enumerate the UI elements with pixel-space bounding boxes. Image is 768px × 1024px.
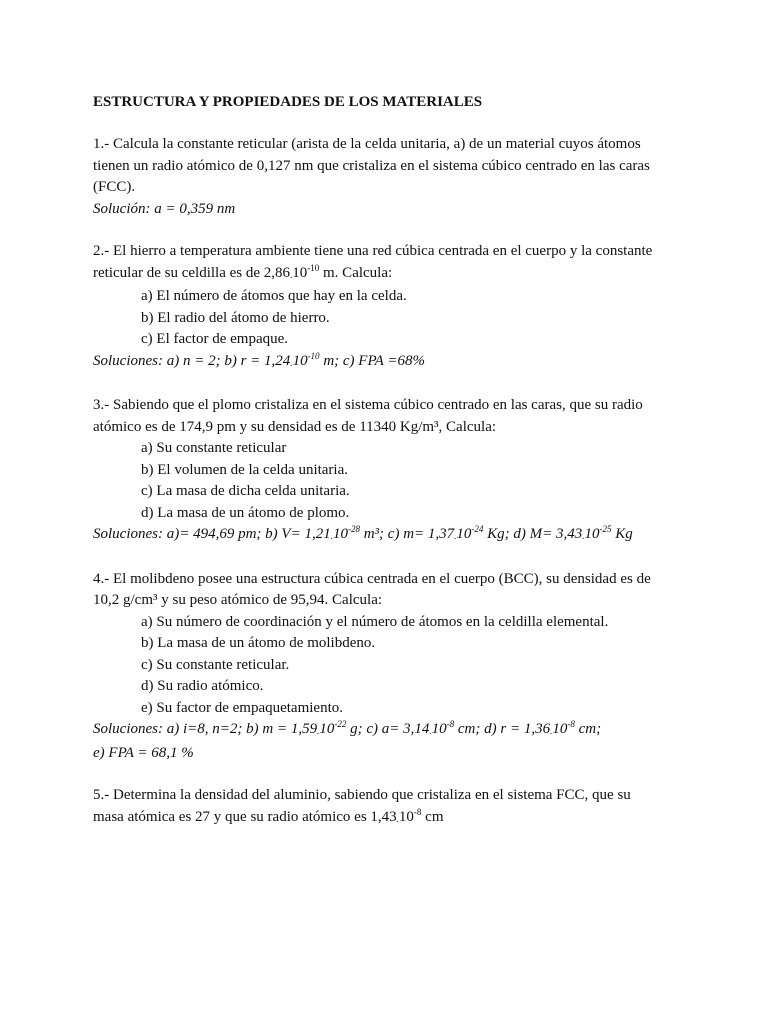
- problem-5-line-1: 5.- Determina la densidad del aluminio, sabiendo que cristaliza en el sistema FCC, que su: [93, 787, 631, 803]
- problem-3-solution-base: 10: [456, 526, 472, 542]
- problem-1-solution: Solución: a = 0,359 nm: [93, 200, 236, 217]
- problem-4: [93, 569, 683, 765]
- document-page: [93, 92, 683, 851]
- problem-3-solution: [93, 524, 683, 548]
- problem-2-line-2-base: 10: [292, 264, 308, 281]
- multiplication-dot: .: [454, 531, 457, 541]
- problem-2: [93, 241, 683, 374]
- problem-4-solution-base: 10: [431, 721, 447, 737]
- problem-2-solution-text: Soluciones: a) n = 2; b) r = 1,24: [93, 352, 291, 369]
- problem-4-line-2: 10,2 g/cm³ y su peso atómico de 95,94. Calcula:: [93, 592, 383, 608]
- problem-4-solution-part: g; c) a= 3,14: [346, 721, 430, 737]
- problem-1-line-3: (FCC).: [93, 179, 136, 195]
- problem-5-line-2-end: cm: [421, 808, 444, 825]
- problem-4-solution-line-2: e) FPA = 68,1 %: [93, 744, 194, 761]
- multiplication-dot: .: [396, 813, 399, 824]
- problem-3-solution-base: 10: [584, 526, 600, 542]
- problem-3-solution-part: Soluciones: a)= 494,69 pm; b) V= 1,21: [93, 526, 331, 542]
- problem-5-line-2: [93, 807, 683, 831]
- problem-3: [93, 395, 683, 548]
- problem-5-line-2-base: 10: [398, 808, 414, 825]
- problem-2-solution-base: 10: [292, 352, 308, 369]
- multiplication-dot: .: [582, 531, 585, 541]
- problem-4-item-a: a) Su número de coordinación y el número de átomos en la celdilla elemental.: [141, 613, 609, 630]
- problem-3-solution-part: Kg; d) M= 3,43: [483, 526, 583, 542]
- multiplication-dot: .: [550, 726, 553, 736]
- multiplication-dot: .: [330, 531, 333, 541]
- problem-3-item-a: a) Su constante reticular: [141, 440, 287, 456]
- problem-5-line-2-text: masa atómica es 27 y que su radio atómico es 1,43: [93, 808, 397, 825]
- problem-4-item-e: e) Su factor de empaquetamiento.: [141, 699, 344, 716]
- problem-2-line-2-text: reticular de su celdilla es de 2,86: [93, 264, 291, 281]
- problem-2-item-a: a) El número de átomos que hay en la celda.: [141, 288, 407, 304]
- exponent: -8: [413, 806, 422, 817]
- problem-3-line-2: atómico es de 174,9 pm y su densidad es de 11340 Kg/m³, Calcula:: [93, 418, 497, 435]
- exponent: -10: [307, 262, 320, 273]
- multiplication-dot: .: [290, 269, 293, 280]
- problem-4-solution-part: cm; d) r = 1,36: [454, 721, 551, 737]
- exponent: -25: [599, 524, 612, 534]
- exponent: -8: [446, 719, 455, 729]
- problem-2-item-b: b) El radio del átomo de hierro.: [141, 309, 330, 326]
- problem-2-line-1: 2.- El hierro a temperatura ambiente tiene una red cúbica centrada en el cuerpo y la constante: [93, 243, 653, 259]
- problem-4-solution-base: 10: [319, 721, 335, 737]
- problem-3-item-c: c) La masa de dicha celda unitaria.: [141, 483, 350, 499]
- problem-1: [93, 134, 683, 220]
- problem-3-solution-base: 10: [332, 526, 348, 542]
- document-title: ESTRUCTURA Y PROPIEDADES DE LOS MATERIALES: [93, 94, 483, 110]
- problem-4-item-c: c) Su constante reticular.: [141, 656, 290, 673]
- problem-4-item-d: d) Su radio atómico.: [141, 678, 264, 694]
- problem-3-line-1: 3.- Sabiendo que el plomo cristaliza en el sistema cúbico centrado en las caras, que su radio: [93, 397, 643, 413]
- exponent: -10: [307, 350, 320, 361]
- problem-3-solution-part: Kg: [611, 526, 633, 542]
- problem-1-line-1: 1.- Calcula la constante reticular (arista de la celda unitaria, a) de un material cuyos átomos: [93, 136, 641, 152]
- problem-2-line-2-end: m. Calcula:: [319, 264, 393, 281]
- problem-4-solution: [93, 719, 683, 743]
- exponent: -28: [347, 524, 360, 534]
- problem-4-solution-part: Soluciones: a) i=8, n=2; b) m = 1,59: [93, 721, 318, 737]
- problem-4-solution-base: 10: [552, 721, 568, 737]
- problem-3-item-d: d) La masa de un átomo de plomo.: [141, 504, 350, 521]
- problem-3-item-b: b) El volumen de la celda unitaria.: [141, 461, 349, 478]
- problem-2-item-c: c) El factor de empaque.: [141, 331, 289, 347]
- problem-1-line-2: tienen un radio atómico de 0,127 nm que cristaliza en el sistema cúbico centrado en las caras: [93, 157, 650, 174]
- problem-5: [93, 785, 683, 830]
- multiplication-dot: .: [290, 357, 293, 368]
- problem-4-line-1: 4.- El molibdeno posee una estructura cúbica centrada en el cuerpo (BCC), su densidad es de: [93, 570, 651, 587]
- problem-4-solution-part: cm;: [574, 721, 602, 737]
- multiplication-dot: .: [429, 726, 432, 736]
- exponent: -24: [471, 524, 484, 534]
- multiplication-dot: .: [317, 726, 320, 736]
- problem-2-solution-end: m; c) FPA =68%: [319, 352, 425, 369]
- exponent: -8: [567, 719, 575, 729]
- problem-4-item-b: b) La masa de un átomo de molibdeno.: [141, 635, 376, 651]
- problem-2-line-2: [93, 263, 683, 287]
- exponent: -22: [334, 719, 347, 729]
- problem-2-solution: [93, 351, 683, 375]
- problem-3-solution-part: m³; c) m= 1,37: [359, 526, 455, 542]
